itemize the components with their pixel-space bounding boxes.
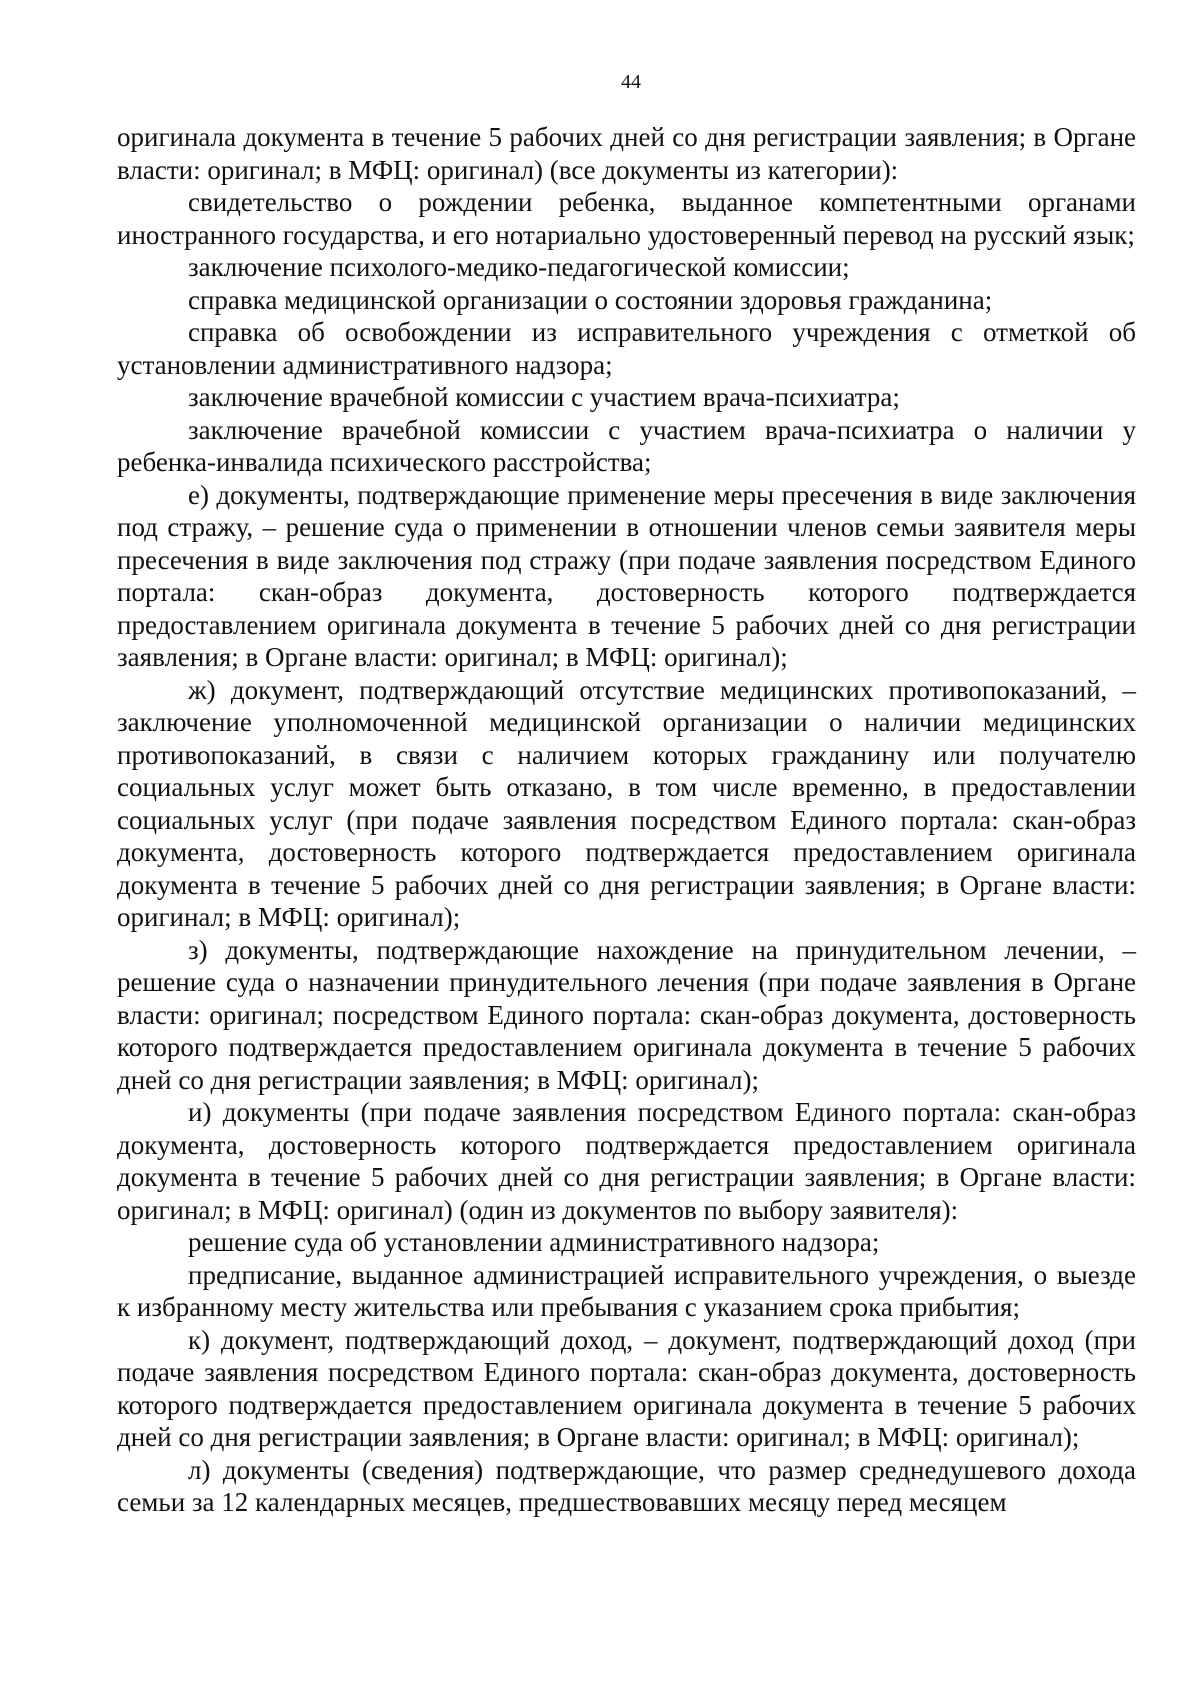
paragraph-item-e: е) документы, подтверждающие применение меры пресечения в виде заключения под стражу, – решение суда о применении в отношении членов семьи заявителя меры пресечения в виде заключения под стражу (при подаче заявления посредством Единого портала: скан-образ документа, достоверность которого подтверждается предоставлением оригинала документа в течение 5 рабочих дней со дня регистрации заявления; в Органе власти: оригинал; в МФЦ: оригинал); (117, 479, 1136, 672)
paragraph-medical-certificate: справка медицинской организации о состоянии здоровья гражданина; (188, 284, 993, 315)
paragraph-item-i: и) документы (при подаче заявления посредством Единого портала: скан-образ документа, достоверность которого подтверждается предоставлением оригинала документа в течение 5 рабочих дней со дня регистрации заявления; в Органе власти: оригинал; в МФЦ: оригинал) (один из документов по выбору заявителя): (117, 1097, 1136, 1225)
paragraph-court-decision: решение суда об установлении административного надзора; (188, 1227, 880, 1257)
paragraph-pmpk-conclusion: заключение психолого-медико-педагогической комиссии; (188, 252, 850, 282)
body-text (117, 0, 1136, 1519)
paragraph-prescription: предписание, выданное администрацией исправительного учреждения, о выезде к избранному месту жительства или пребывания с указанием срока прибытия; (117, 1259, 1136, 1322)
paragraph-item-z: з) документы, подтверждающие нахождение на принудительном лечении, – решение суда о назначении принудительного лечения (при подаче заявления в Органе власти: оригинал; посредством Единого портала: скан-образ документа, достоверность которого подтверждается предоставлением оригинала документа в течение 5 рабочих дней со дня регистрации заявления; в МФЦ: оригинал); (117, 934, 1136, 1095)
page-number: 44 (621, 71, 641, 93)
paragraph-item-k: к) документ, подтверждающий доход, – документ, подтверждающий доход (при подаче заявления посредством Единого портала: скан-образ документа, достоверность которого подтверждается предоставлением оригинала документа в течение 5 рабочих дней со дня регистрации заявления; в Органе власти: оригинал; в МФЦ: оригинал); (117, 1324, 1136, 1452)
paragraph-continuation: оригинала документа в течение 5 рабочих дней со дня регистрации заявления; в Органе власти: оригинал; в МФЦ: оригинал) (все документы из категории): (117, 122, 1136, 185)
paragraph-item-l: л) документы (сведения) подтверждающие, что размер среднедушевого дохода семьи за 12 календарных месяцев, предшествовавших месяцу перед месяцем (117, 1454, 1136, 1517)
paragraph-item-zh: ж) документ, подтверждающий отсутствие медицинских противопоказаний, – заключение уполномоченной медицинской организации о наличии медицинских противопоказаний, в связи с наличием которых гражданину или получателю социальных услуг может быть отказано, в том числе временно, в предоставлении социальных услуг (при подаче заявления посредством Единого портала: скан-образ документа, достоверность которого подтверждается предоставлением оригинала документа в течение 5 рабочих дней со дня регистрации заявления; в Органе власти: оригинал; в МФЦ: оригинал); (117, 674, 1136, 932)
paragraph-birth-certificate: свидетельство о рождении ребенка, выданное компетентными органами иностранного государства, и его нотариально удостоверенный перевод на русский язык; (117, 187, 1136, 250)
paragraph-release-certificate: справка об освобождении из исправительного учреждения с отметкой об установлении административного надзора; (117, 317, 1136, 380)
paragraph-psychiatrist-commission: заключение врачебной комиссии с участием врача-психиатра; (188, 382, 900, 412)
paragraph-psychiatrist-commission-child: заключение врачебной комиссии с участием врача-психиатра о наличии у ребенка-инвалида психического расстройства; (117, 414, 1136, 477)
